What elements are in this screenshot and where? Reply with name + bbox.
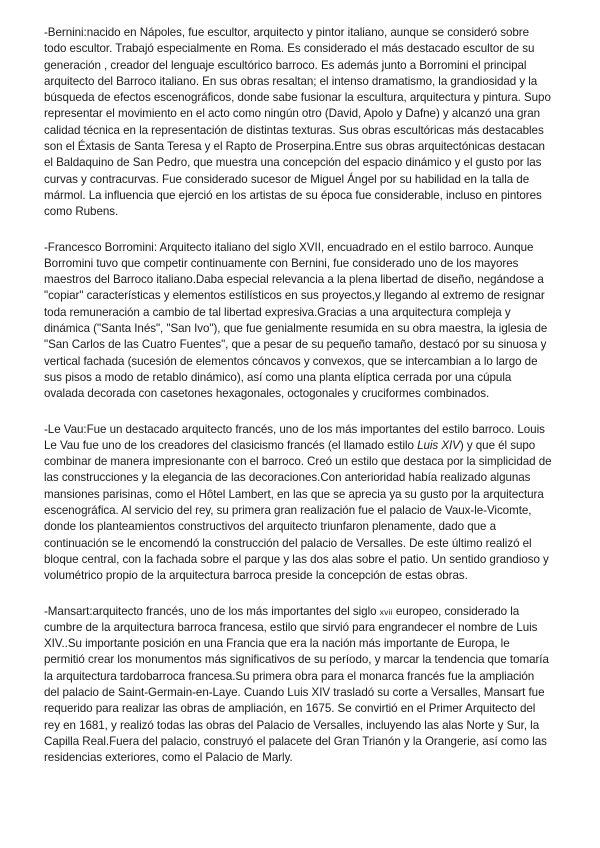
mansart-century: xvii	[379, 606, 393, 617]
borromini-text: -Francesco Borromini: Arquitecto italiano del siglo XVII, encuadrado en el estilo barroco. Aunque Borromini tuvo que competir continuamente con Bernini, fue considerado uno de los mayores maestros del Barroco italiano.Daba especial relevancia a la plena libertad de diseño, negándose a "copiar" características y elementos estilísticos en sus proyectos,y llegando al extremo de resignar toda remuneración a cambio de tal libertad expresiva.Gracias a una arquitectura compleja y dinámica ("Santa Inés", "San Ivo"), que fue genialmente resumida en su obra maestra, la iglesia de "San Carlos de las Cuatro Fuentes", que a pesar de su pequeño tamaño, destacó por su sinuosa y vertical fachada (sucesión de elementos cóncavos y convexos, que se intercambian a lo largo de sus pisos a modo de retablo dinámico), así como una planta elíptica cerrada por una cúpula ovalada decorada con casetones hexagonales, octogonales y cruciformes combinados.	[44, 240, 548, 401]
paragraph-borromini	[44, 240, 552, 403]
mansart-text-part2: europeo, considerado la cumbre de la arquitectura barroca francesa, estilo que sirvió para engrandecer el nombre de Luis	[44, 604, 538, 634]
levau-text-part2: ) y que él supo combinar de manera impresionante con el barroco. Creó un estilo que destaca por la simplicidad de las construcciones y la elegancia de las decoraciones.Con anterioridad había realizado algunas mansiones parisinas, como el Hôtel Lambert, en las que se aprecia ya su gusto por la arquitectura escenográfica. Al servicio del rey, su primera gran realización fue el palacio de Vaux-le-Vicomte, donde los planteamientos constructivos del arquitecto triunfaron plenamente, dado que a continuación se le encomendó la construcción del palacio de Versalles. De este último realizó el bloque central, con la fachada sobre el parque y las dos alas sobre el patio. Un sentido grandioso y volumétrico propio de la arquitectura barroca preside la concepción de estas obras.	[44, 438, 552, 583]
mansart-text-part3: ..Su importante posición en una Francia que era la nación más importante de Europa, le permitió crear los monumentos más significativos de su período, y marcar la tendencia que tomaría la arquitectura tardobarroca francesa.Su primera obra para el monarca francés fue la ampliación del palacio de Saint-Germain-en-Laye. Cuando Luis	[44, 637, 549, 699]
levau-text-part1: -Le Vau:Fue un destacado arquitecto francés, uno de los más importantes del estilo barroco. Louis Le Vau fue uno de los creadores del clasicismo francés (el llamado estilo	[44, 422, 545, 452]
bernini-text: -Bernini:nacido en Nápoles, fue escultor, arquitecto y pintor italiano, aunque se consideró sobre todo escultor. Trabajó especialmente en Roma. Es considerado el más destacado escultor de su generación , creador del lenguaje escultórico barroco. Es además junto a Borromini el principal arquitecto del Barroco italiano. En sus obras resaltan; el intenso dramatismo, la grandiosidad y la búsqueda de efectos escenográficos, donde sabe fusionar la escultura, arquitectura y pintura. Supo representar el movimiento en el acto como ningún otro (David, Apolo y Dafne) y alcanzó una gran calidad técnica en la representación de distintas texturas. Sus obras escultóricas más destacables son el Éxtasis de Santa Teresa y el Rapto de Proserpina.Entre sus obras arquitectónicas destacan el Baldaquino de San Pedro, que muestra una concepción del espacio dinámico y el gusto por las curvas y contracurvas. Fue considerado sucesor de Miguel Ángel por su habilidad en la talla de mármol. La influencia que ejerció en los artistas de su época fue considerable, incluso en pintores como Rubens.	[44, 26, 551, 219]
paragraph-mansart	[44, 604, 552, 767]
mansart-king-numeral-2: XIV	[311, 685, 331, 699]
paragraph-bernini	[44, 25, 552, 221]
mansart-text-part4: trasladó su corte a Versalles, Mansart fue requerido para realizar las obras de ampliación, en 1675. Se convirtió en el Primer Arquitecto del rey en 1681, y realizó todas las obras del Palacio de Versalles, incluyendo las alas Norte y Sur, la Capilla Real.Fuera del palacio, construyó el palacete del Gran Trianón y la Orangerie, así como las residencias exteriores, como el Palacio de Marly.	[44, 685, 547, 765]
mansart-king-numeral-1: XIV	[44, 637, 62, 651]
mansart-text-part1: -Mansart:arquitecto francés, uno de los más importantes del siglo	[44, 604, 380, 618]
paragraph-le-vau	[44, 422, 552, 585]
levau-italic-style-name: Luis XIV	[417, 438, 460, 452]
